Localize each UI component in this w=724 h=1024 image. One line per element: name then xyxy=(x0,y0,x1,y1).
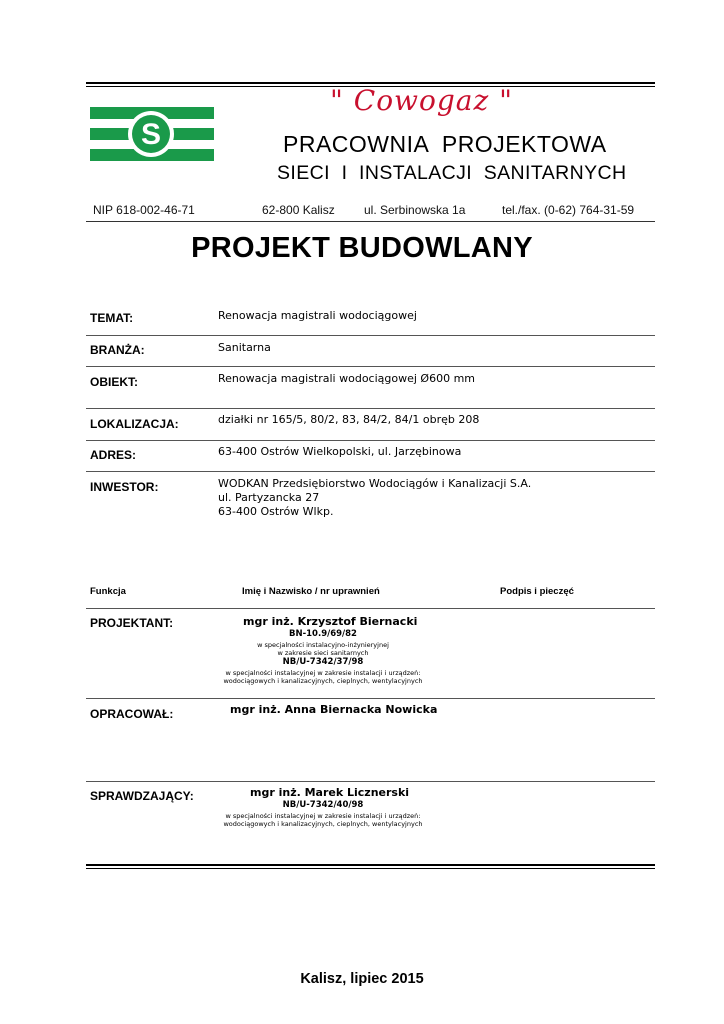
phone-fax: tel./fax. (0-62) 764-31-59 xyxy=(502,203,635,217)
value-temat: Renowacja magistrali wodociągowej xyxy=(218,309,417,322)
name-sprawdzajacy: mgr inż. Marek Licznerski xyxy=(250,786,410,799)
permit-desc: wodociągowych i kanalizacyjnych, cieplnych, wentylacyjnych xyxy=(223,677,423,685)
value-adres: 63-400 Ostrów Wielkopolski, ul. Jarzębinowa xyxy=(218,445,462,458)
company-logo xyxy=(90,106,214,162)
label-obiekt: OBIEKT: xyxy=(90,375,138,389)
divider xyxy=(86,608,655,609)
divider xyxy=(86,408,655,409)
permit-desc: w specjalności instalacyjno-inżynieryjnej xyxy=(257,641,389,649)
divider xyxy=(86,335,655,336)
permit-projektant-1: BN-10.9/69/82 xyxy=(289,629,357,639)
divider xyxy=(86,781,655,782)
permit-projektant-2: NB/U-7342/37/98 xyxy=(282,657,364,667)
city-address: 62-800 Kalisz xyxy=(262,203,335,217)
header-signature: Podpis i pieczęć xyxy=(500,586,574,597)
company-brand-name: " Cowogaz " xyxy=(330,84,514,117)
company-line-1: PRACOWNIA PROJEKTOWA xyxy=(283,131,607,157)
divider xyxy=(86,471,655,472)
company-line-2: SIECI I INSTALACJI SANITARNYCH xyxy=(277,162,627,184)
header-divider xyxy=(86,221,655,222)
permit-desc: w specjalności instalacyjnej w zakresie instalacji i urządzeń: xyxy=(225,669,421,677)
role-sprawdzajacy: SPRAWDZAJĄCY: xyxy=(90,789,194,803)
name-opracowal: mgr inż. Anna Biernacka Nowicka xyxy=(230,703,438,716)
document-title: PROJEKT BUDOWLANY xyxy=(191,232,533,264)
permit-desc: wodociągowych i kanalizacyjnych, cieplnych, wentylacyjnych xyxy=(223,820,423,828)
label-adres: ADRES: xyxy=(90,448,137,462)
label-temat: TEMAT: xyxy=(90,311,134,325)
value-lokalizacja: działki nr 165/5, 80/2, 83, 84/2, 84/1 obręb 208 xyxy=(218,413,480,426)
permit-sprawdzajacy: NB/U-7342/40/98 xyxy=(282,800,364,810)
header-name: Imię i Nazwisko / nr uprawnień xyxy=(242,586,380,597)
logo-letter: S xyxy=(140,118,162,151)
role-opracowal: OPRACOWAŁ: xyxy=(90,707,174,721)
permit-desc: w specjalności instalacyjnej w zakresie instalacji i urządzeń: xyxy=(225,812,421,820)
label-branza: BRANŻA: xyxy=(90,343,145,357)
bottom-rule xyxy=(86,864,655,866)
label-inwestor: INWESTOR: xyxy=(90,480,159,494)
place-date: Kalisz, lipiec 2015 xyxy=(300,971,424,987)
street-address: ul. Serbinowska 1a xyxy=(364,203,466,217)
permit-desc: w zakresie sieci sanitarnych xyxy=(277,649,369,657)
header-function: Funkcja xyxy=(90,586,126,597)
role-projektant: PROJEKTANT: xyxy=(90,616,174,630)
name-projektant: mgr inż. Krzysztof Biernacki xyxy=(243,615,418,628)
divider xyxy=(86,366,655,367)
value-inwestor-line-3: 63-400 Ostrów Wlkp. xyxy=(218,505,334,518)
nip-number: NIP 618-002-46-71 xyxy=(93,203,195,217)
divider xyxy=(86,440,655,441)
bottom-rule-inner xyxy=(86,868,655,869)
value-inwestor-line-1: WODKAN Przedsiębiorstwo Wodociągów i Kanalizacji S.A. xyxy=(218,477,532,490)
value-inwestor-line-2: ul. Partyzancka 27 xyxy=(218,491,320,504)
value-obiekt: Renowacja magistrali wodociągowej Ø600 mm xyxy=(218,372,476,385)
value-branza: Sanitarna xyxy=(218,341,271,354)
divider xyxy=(86,698,655,699)
label-lokalizacja: LOKALIZACJA: xyxy=(90,417,179,431)
